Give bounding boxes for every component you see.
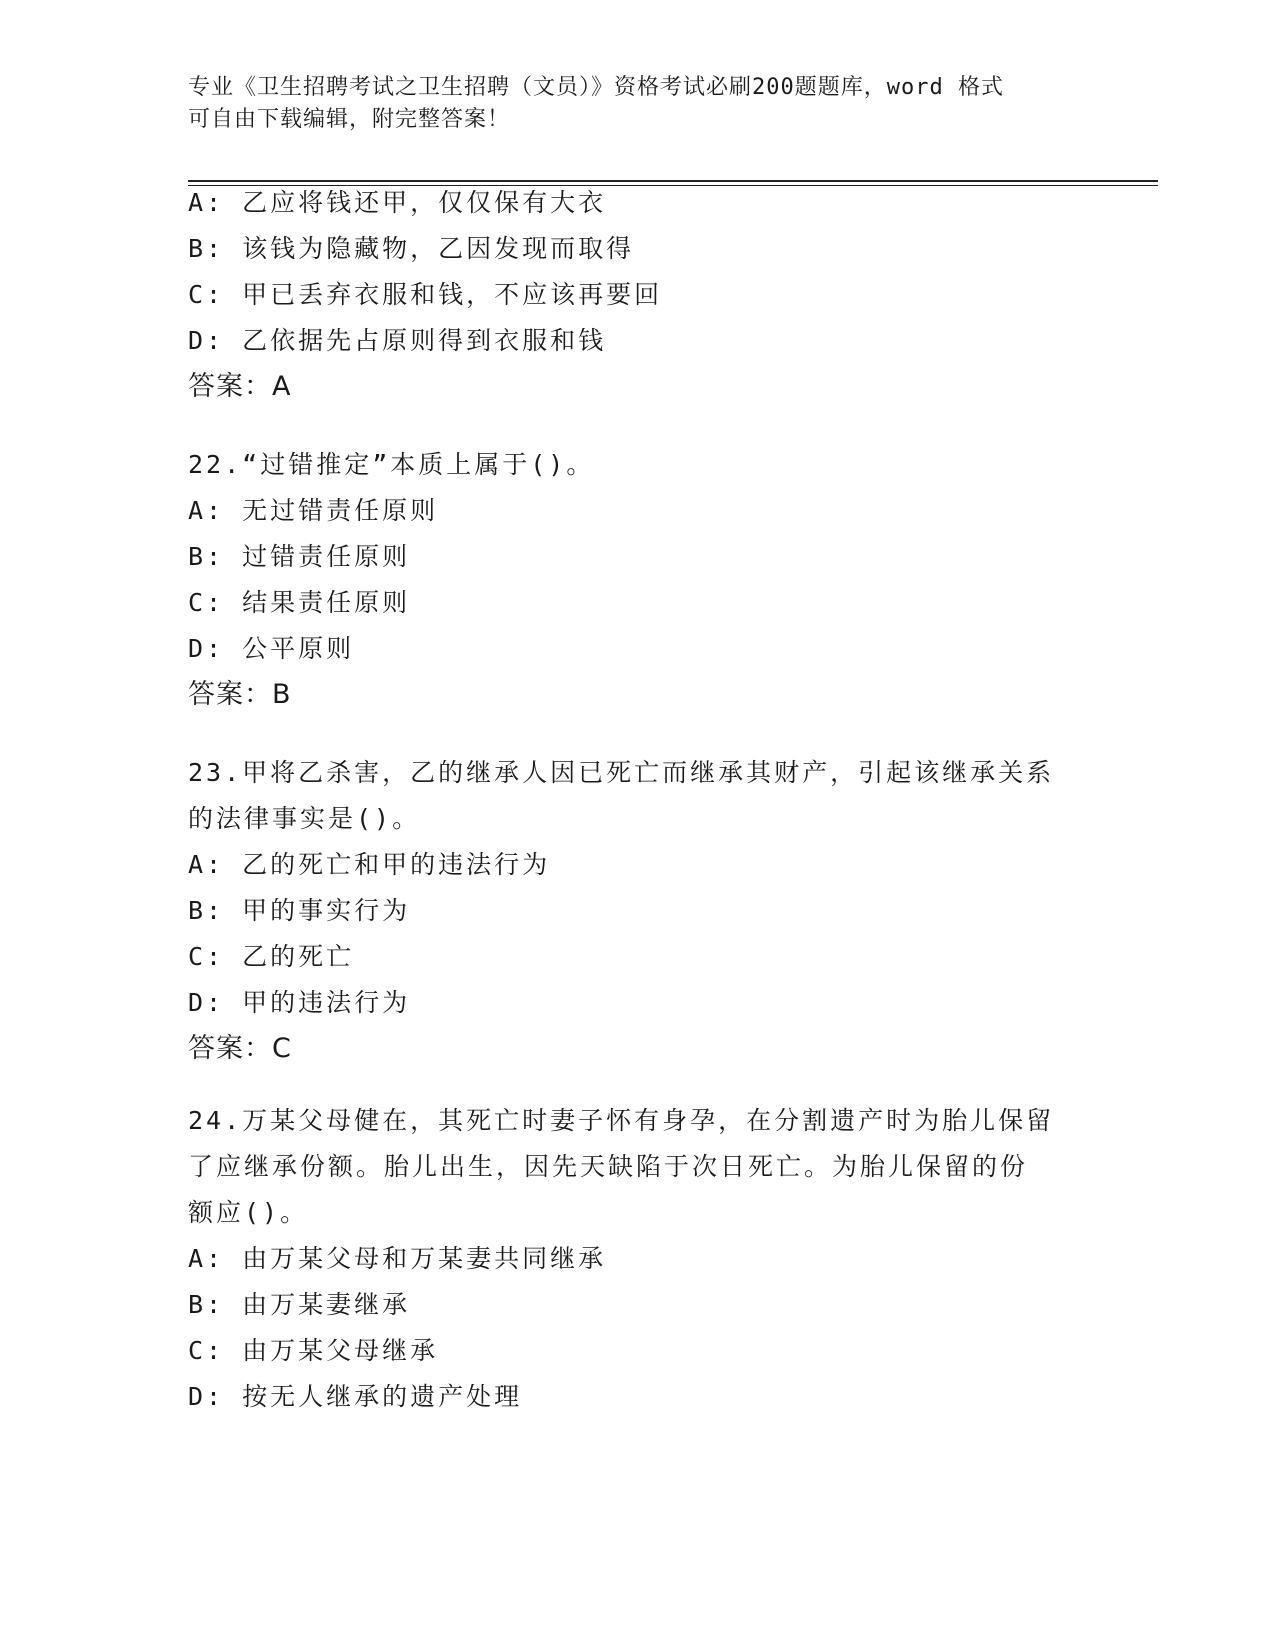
answer-line: 答案：A xyxy=(188,371,292,402)
option-c: C: 结果责任原则 xyxy=(188,588,411,617)
document-header xyxy=(188,72,1068,136)
option-b: B: 过错责任原则 xyxy=(188,542,411,571)
option-a: A: 乙的死亡和甲的违法行为 xyxy=(188,850,551,879)
question-stem: 22.“过错推定”本质上属于()。 xyxy=(188,450,595,479)
question-23 xyxy=(188,750,1088,1072)
option-d: D: 甲的违法行为 xyxy=(188,988,411,1017)
question-stem-line-1: 24.万某父母健在，其死亡时妻子怀有身孕，在分割遗产时为胎儿保留 xyxy=(188,1106,1055,1135)
answer-line: 答案：B xyxy=(188,679,292,710)
question-21-options xyxy=(188,180,1088,410)
option-d: D: 公平原则 xyxy=(188,634,355,663)
option-a: A: 无过错责任原则 xyxy=(188,496,439,525)
answer-line: 答案：C xyxy=(188,1033,292,1064)
option-b: B: 由万某妻继承 xyxy=(188,1290,411,1319)
header-title-line-1: 专业《卫生招聘考试之卫生招聘（文员）》资格考试必刷200题题库，word 格式 xyxy=(188,75,1004,100)
option-b: B: 该钱为隐藏物，乙因发现而取得 xyxy=(188,234,635,263)
header-title-line-2: 可自由下载编辑，附完整答案！ xyxy=(188,107,511,132)
option-b: B: 甲的事实行为 xyxy=(188,896,411,925)
option-c: C: 甲已丢弃衣服和钱，不应该再要回 xyxy=(188,280,663,309)
option-d: D: 乙依据先占原则得到衣服和钱 xyxy=(188,326,607,355)
question-stem-line-3: 额应()。 xyxy=(188,1198,309,1227)
option-d: D: 按无人继承的遗产处理 xyxy=(188,1382,523,1411)
question-stem-line-1: 23.甲将乙杀害，乙的继承人因已死亡而继承其财产，引起该继承关系 xyxy=(188,758,1055,787)
option-a: A: 乙应将钱还甲，仅仅保有大衣 xyxy=(188,188,607,217)
question-22 xyxy=(188,442,1088,718)
question-stem-line-2: 了应继承份额。胎儿出生，因先天缺陷于次日死亡。为胎儿保留的份 xyxy=(188,1152,1029,1181)
option-c: C: 由万某父母继承 xyxy=(188,1336,439,1365)
question-24 xyxy=(188,1098,1088,1420)
option-a: A: 由万某父母和万某妻共同继承 xyxy=(188,1244,607,1273)
question-stem-line-2: 的法律事实是()。 xyxy=(188,804,421,833)
option-c: C: 乙的死亡 xyxy=(188,942,355,971)
